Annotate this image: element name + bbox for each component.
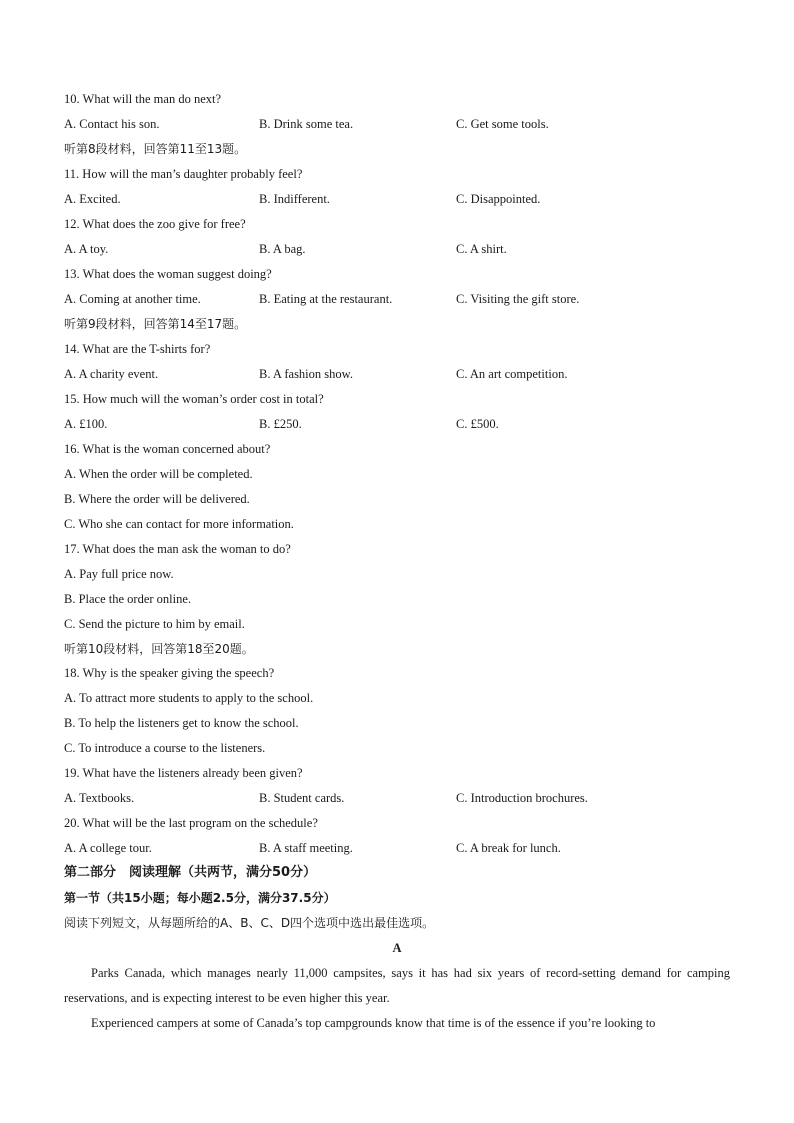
- listening-instruction-10: 听第10段材料，回答第18至20题。: [64, 642, 254, 656]
- question-18-stem: 18. Why is the speaker giving the speech?: [64, 666, 275, 680]
- option-c: C. £500.: [456, 417, 499, 431]
- question-12-options: [64, 240, 730, 258]
- listening-instruction-8: 听第8段材料，回答第11至13题。: [64, 142, 247, 156]
- part-two-heading: 第二部分 阅读理解（共两节，满分50分）: [64, 865, 317, 880]
- option-b: B. Eating at the restaurant.: [259, 292, 393, 306]
- question-16-stem: 16. What is the woman concerned about?: [64, 442, 271, 456]
- question-11-stem: 11. How will the man’s daughter probably feel?: [64, 167, 303, 181]
- question-10-stem: 10. What will the man do next?: [64, 92, 222, 106]
- question-20-options: [64, 839, 730, 857]
- option-a: A. £100.: [64, 417, 108, 431]
- option-b: B. Indifferent.: [259, 192, 330, 206]
- option-c: C. Introduction brochures.: [456, 791, 588, 805]
- option-b: B. A bag.: [259, 242, 306, 256]
- passage-label: A: [392, 941, 402, 955]
- question-17-stem: 17. What does the man ask the woman to do?: [64, 542, 291, 556]
- option-b: B. Student cards.: [259, 791, 345, 805]
- section-one-instruction: 阅读下列短文，从每题所给的A、B、C、D四个选项中选出最佳选项。: [64, 916, 435, 930]
- question-13-options: [64, 290, 730, 308]
- listening-instruction-9: 听第9段材料，回答第14至17题。: [64, 317, 247, 331]
- question-18-option-a: A. To attract more students to apply to the school.: [64, 691, 314, 705]
- question-16-option-a: A. When the order will be completed.: [64, 467, 253, 481]
- option-a: A. A charity event.: [64, 367, 159, 381]
- question-12-stem: 12. What does the zoo give for free?: [64, 217, 246, 231]
- question-15-options: [64, 415, 730, 433]
- passage-paragraph-1: Parks Canada, which manages nearly 11,000 campsites, says it has had six years of record-setting demand for camping reservations, and is expecting interest to be even higher this year.: [64, 966, 730, 1005]
- option-c: C. Visiting the gift store.: [456, 292, 580, 306]
- option-b: B. Drink some tea.: [259, 117, 354, 131]
- question-19-stem: 19. What have the listeners already been given?: [64, 766, 303, 780]
- question-17-option-b: B. Place the order online.: [64, 592, 192, 606]
- question-10-options: [64, 115, 730, 133]
- question-15-stem: 15. How much will the woman’s order cost in total?: [64, 392, 324, 406]
- section-one-heading: 第一节（共15小题；每小题2.5分，满分37.5分）: [64, 891, 336, 905]
- option-a: A. Contact his son.: [64, 117, 160, 131]
- option-a: A. A toy.: [64, 242, 109, 256]
- question-20-stem: 20. What will be the last program on the schedule?: [64, 816, 318, 830]
- option-a: A. Coming at another time.: [64, 292, 201, 306]
- question-16-option-c: C. Who she can contact for more information.: [64, 517, 294, 531]
- question-13-stem: 13. What does the woman suggest doing?: [64, 267, 272, 281]
- question-14-options: [64, 365, 730, 383]
- option-c: C. A break for lunch.: [456, 841, 561, 855]
- question-16-option-b: B. Where the order will be delivered.: [64, 492, 250, 506]
- option-a: A. Excited.: [64, 192, 121, 206]
- question-18-option-c: C. To introduce a course to the listeners.: [64, 741, 266, 755]
- question-19-options: [64, 789, 730, 807]
- option-a: A. A college tour.: [64, 841, 152, 855]
- question-17-option-a: A. Pay full price now.: [64, 567, 174, 581]
- option-a: A. Textbooks.: [64, 791, 135, 805]
- option-c: C. Disappointed.: [456, 192, 541, 206]
- question-14-stem: 14. What are the T-shirts for?: [64, 342, 211, 356]
- question-11-options: [64, 190, 730, 208]
- option-c: C. An art competition.: [456, 367, 568, 381]
- question-17-option-c: C. Send the picture to him by email.: [64, 617, 245, 631]
- option-b: B. A fashion show.: [259, 367, 353, 381]
- passage-paragraph-2: Experienced campers at some of Canada’s top campgrounds know that time is of the essence if you’re looking to: [91, 1016, 656, 1030]
- question-18-option-b: B. To help the listeners get to know the school.: [64, 716, 299, 730]
- option-c: C. Get some tools.: [456, 117, 549, 131]
- option-c: C. A shirt.: [456, 242, 507, 256]
- option-b: B. A staff meeting.: [259, 841, 353, 855]
- option-b: B. £250.: [259, 417, 302, 431]
